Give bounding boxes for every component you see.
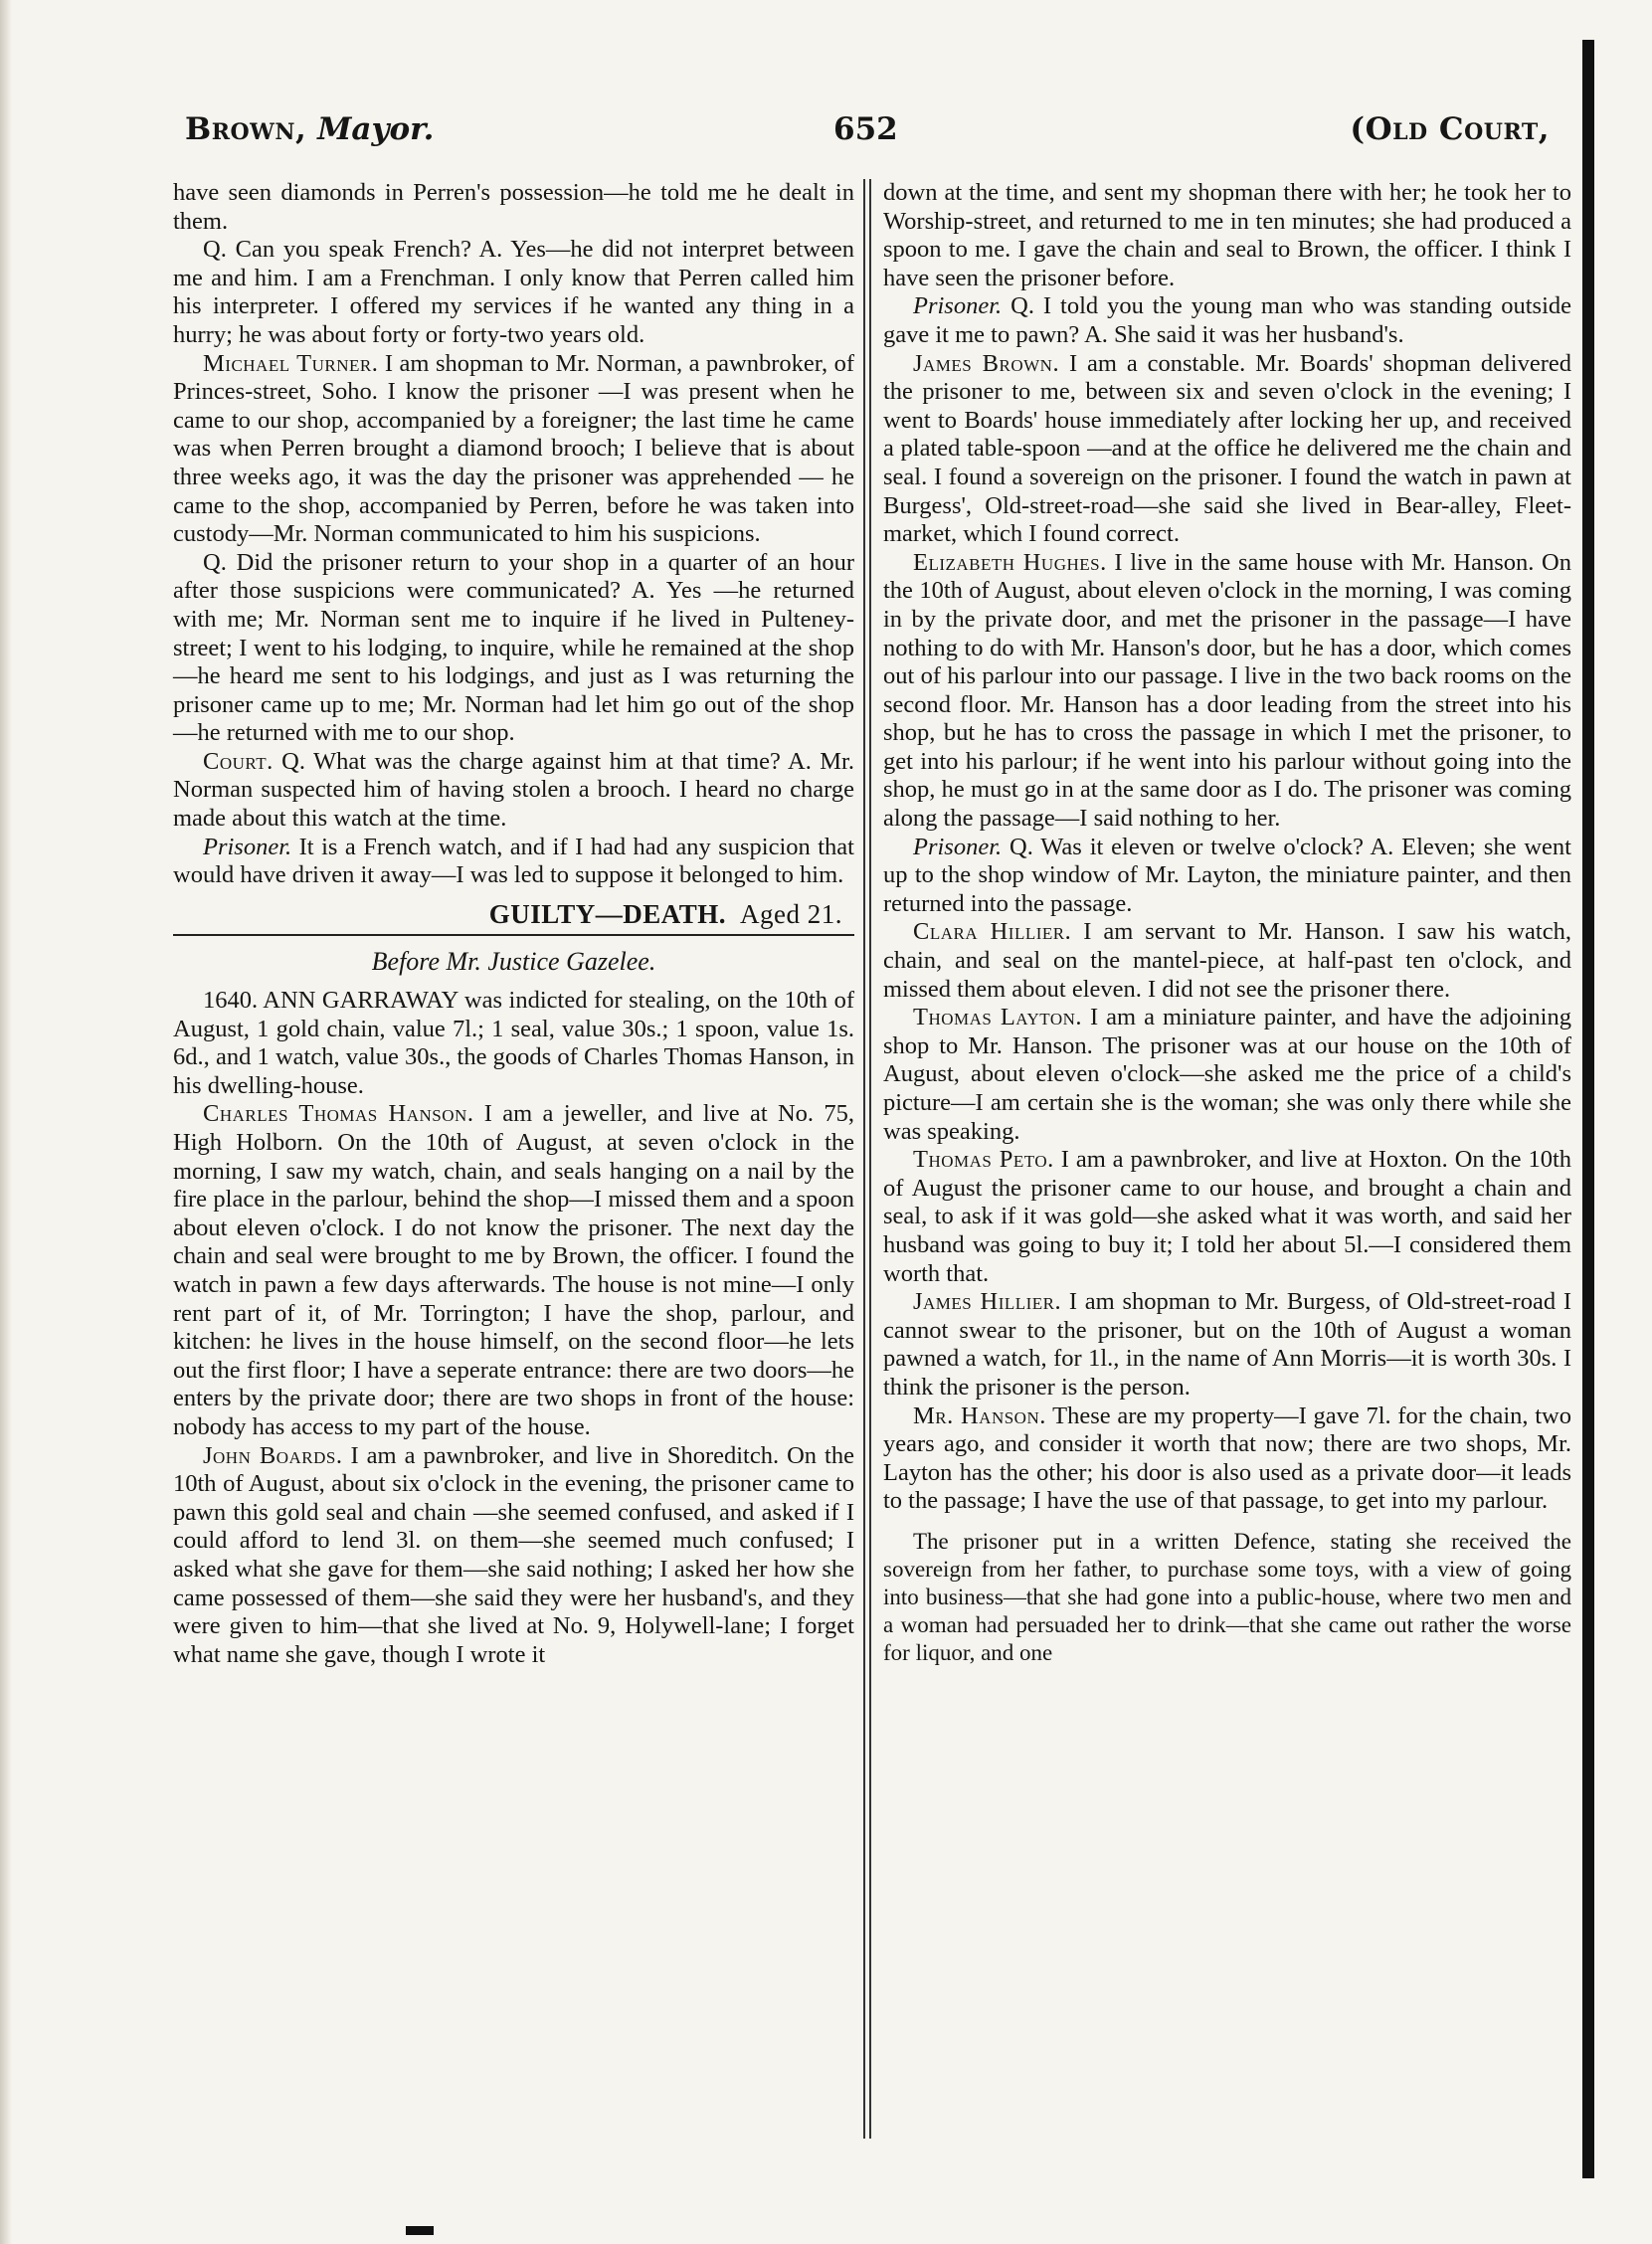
- verdict: GUILTY—DEATH. Aged 21.: [488, 898, 842, 929]
- right-column: [883, 179, 1571, 1667]
- indictment-paragraph: 1640. ANN GARRAWAY was indicted for stealing, on the 10th of August, 1 gold chain, value 7l.; 1 seal, value 30s.; 1 spoon, value 1s. 6d., and 1 watch, value 30s., the goods of Charles Thomas Hanson, in his dwelling-house.: [173, 987, 854, 1099]
- paragraph: have seen diamonds in Perren's possession—he told me he dealt in them.: [173, 179, 854, 235]
- paragraph: Q. Did the prisoner return to your shop in a quarter of an hour after those suspicions were communicated? A. Yes —he returned with me; Mr. Norman sent me to inquire if he lived in Pulteney-street; I went to his lodging, to inquire, while he remained at the shop—he heard me sent to his lodgings, and just as I was returning the prisoner came up to me; Mr. Norman had let him go out of the shop—he returned with me to our shop.: [173, 548, 854, 747]
- witness-name: Clara Hillier.: [913, 918, 1072, 946]
- testimony-paragraph: Prisoner. Q. I told you the young man who was standing outside gave it me to pawn? A. She said it was her husband's.: [883, 292, 1571, 348]
- witness-name: Thomas Peto.: [913, 1146, 1054, 1174]
- witness-name: Charles Thomas Hanson.: [203, 1100, 474, 1128]
- testimony-paragraph: Prisoner. Q. Was it eleven or twelve o'clock? A. Eleven; she went up to the shop window of Mr. Layton, the miniature painter, and then returned into the passage.: [883, 833, 1571, 917]
- witness-name: James Hillier.: [913, 1288, 1062, 1316]
- print-mark: [406, 2226, 434, 2235]
- witness-name: Mr. Hanson.: [913, 1402, 1046, 1429]
- testimony-paragraph: Thomas Layton. I am a miniature painter, and have the adjoining shop to Mr. Hanson. The prisoner was at our house on the 10th of August, about eleven o'clock—she asked me the price of a child's picture—I am certain she is the woman; she was only there while she was speaking.: [883, 1004, 1571, 1145]
- testimony-paragraph: James Brown. I am a constable. Mr. Boards' shopman delivered the prisoner to me, between six and seven o'clock in the evening; I went to Boards' house immediately after locking her up, and received a plated table-spoon —and at the office he delivered me the chain and seal. I found a sovereign on the prisoner. I found the watch in pawn at Burgess', Old-street-road—she said she lived in Bear-alley, Fleet-market, which I found correct.: [883, 349, 1572, 548]
- binding-shadow: [1582, 40, 1594, 2178]
- witness-name: Michael Turner.: [203, 349, 379, 377]
- testimony-paragraph: Michael Turner. I am shopman to Mr. Norman, a pawnbroker, of Princes-street, Soho. I know the prisoner —I was present when he came to our shop, accompanied by a foreigner; the last time he came was when Perren brought a diamond brooch; I believe that is about three weeks ago, it was the day the prisoner was apprehended — he came to the shop, accompanied by Perren, before he was taken into custody—Mr. Norman communicated to him his suspicions.: [173, 349, 854, 548]
- speaker-name: Court.: [203, 747, 274, 775]
- judge-heading: Before Mr. Justice Gazelee.: [371, 947, 656, 977]
- speaker-name: Prisoner.: [203, 833, 292, 860]
- testimony-paragraph: Charles Thomas Hanson. I am a jeweller, and live at No. 75, High Holborn. On the 10th of August, at seven o'clock in the morning, I saw my watch, chain, and seals hanging on a nail by the fire place in the parlour, behind the shop—I missed them and a spoon about eleven o'clock. I do not know the prisoner. The next day the chain and seal were brought to me by Brown, the officer. I found the watch in pawn a few days afterwards. The house is not mine—I only rent part of it, of Mr. Torrington; I have the shop, parlour, and kitchen: he lives in the house himself, on the second floor—he lets out the first floor; I have a seperate entrance: there are two doors—he enters by the private door; there are two shops in front of the house: nobody has access to my part of the house.: [173, 1100, 854, 1440]
- column-rule: [863, 179, 865, 2139]
- testimony-paragraph: John Boards. I am a pawnbroker, and live in Shoreditch. On the 10th of August, about six o'clock in the evening, the prisoner came to pawn this gold seal and chain —she seemed confused, and asked if I could afford to lend 3l. on them—she seemed much confused; I asked what she gave for them—she said nothing; I asked her how she came possessed of them—she said they were her husband's, and they were given to him—that she lived at No. 9, Holywell-lane; I forget what name she gave, though I wrote it: [173, 1441, 854, 1668]
- left-column: [173, 179, 854, 1669]
- page-number: 652: [833, 111, 898, 147]
- running-head-left: Brown, Mayor.: [185, 111, 435, 147]
- witness-name: John Boards.: [203, 1441, 343, 1469]
- witness-name: Thomas Layton.: [913, 1004, 1083, 1031]
- section-divider: [173, 934, 854, 936]
- speaker-name: Prisoner.: [913, 833, 1003, 860]
- paragraph: Q. Can you speak French? A. Yes—he did not interpret between me and him. I am a Frenchman. I only know that Perren called him his interpreter. I offered my services if he wanted any thing in a hurry; he was about forty or forty-two years old.: [173, 236, 854, 348]
- column-rule: [869, 179, 871, 2139]
- running-head: [177, 111, 1550, 157]
- witness-name: Elizabeth Hughes.: [913, 548, 1107, 576]
- testimony-paragraph: James Hillier. I am shopman to Mr. Burgess, of Old-street-road I cannot swear to the prisoner, but on the 10th of August a woman pawned a watch, for 1l., in the name of Ann Morris—it is worth 30s. I think the prisoner is the person.: [883, 1288, 1571, 1401]
- testimony-paragraph: Prisoner. It is a French watch, and if I had had any suspicion that would have driven it away—I was led to suppose it belonged to him.: [173, 833, 854, 889]
- testimony-paragraph: Court. Q. What was the charge against him at that time? A. Mr. Norman suspected him of having stolen a brooch. I heard no charge made about this watch at the time.: [173, 747, 854, 833]
- paragraph: down at the time, and sent my shopman there with her; he took her to Worship-street, and returned to me in ten minutes; she had produced a spoon to me. I gave the chain and seal to Brown, the officer. I think I have seen the prisoner before.: [883, 179, 1571, 291]
- running-head-right: (Old Court,: [1350, 111, 1550, 147]
- testimony-paragraph: Mr. Hanson. These are my property—I gave 7l. for the chain, two years ago, and consider it worth that now; there are two shops, Mr. Layton has the other; his door is also used as a private door—it leads to the passage; I have the use of that passage, to get into my parlour.: [883, 1402, 1571, 1515]
- page-edge: [0, 0, 12, 2244]
- speaker-name: Prisoner.: [913, 292, 1003, 320]
- testimony-paragraph: Clara Hillier. I am servant to Mr. Hanson. I saw his watch, chain, and seal on the mantel-piece, at half-past ten o'clock, and missed them about eleven. I did not see the prisoner there.: [883, 918, 1571, 1003]
- defence-paragraph: The prisoner put in a written Defence, stating she received the sovereign from her father, to purchase some toys, with a view of going into business—that she had gone into a public-house, where two men and a woman had persuaded her to drink—that she came out rather the worse for liquor, and one: [883, 1528, 1571, 1665]
- witness-name: James Brown.: [913, 349, 1060, 377]
- testimony-paragraph: Elizabeth Hughes. I live in the same house with Mr. Hanson. On the 10th of August, about eleven o'clock in the morning, I was coming in by the private door, and met the prisoner in the passage—I have nothing to do with Mr. Hanson's door, but he has a door, which comes out of his parlour into our passage. I live in the two back rooms on the second floor. Mr. Hanson has a door leading from the street into his shop, but he has to cross the passage in which I met the prisoner, to get into his parlour; if he went into his parlour without going into the shop, he must go in at the same door as I do. The prisoner was coming along the passage—I said nothing to her.: [883, 548, 1571, 833]
- testimony-paragraph: Thomas Peto. I am a pawnbroker, and live at Hoxton. On the 10th of August the prisoner came to our house, and brought a chain and seal, to ask if it was gold—she asked what it was worth, and said her husband was going to buy it; I told her about 5l.—I considered them worth that.: [883, 1146, 1572, 1287]
